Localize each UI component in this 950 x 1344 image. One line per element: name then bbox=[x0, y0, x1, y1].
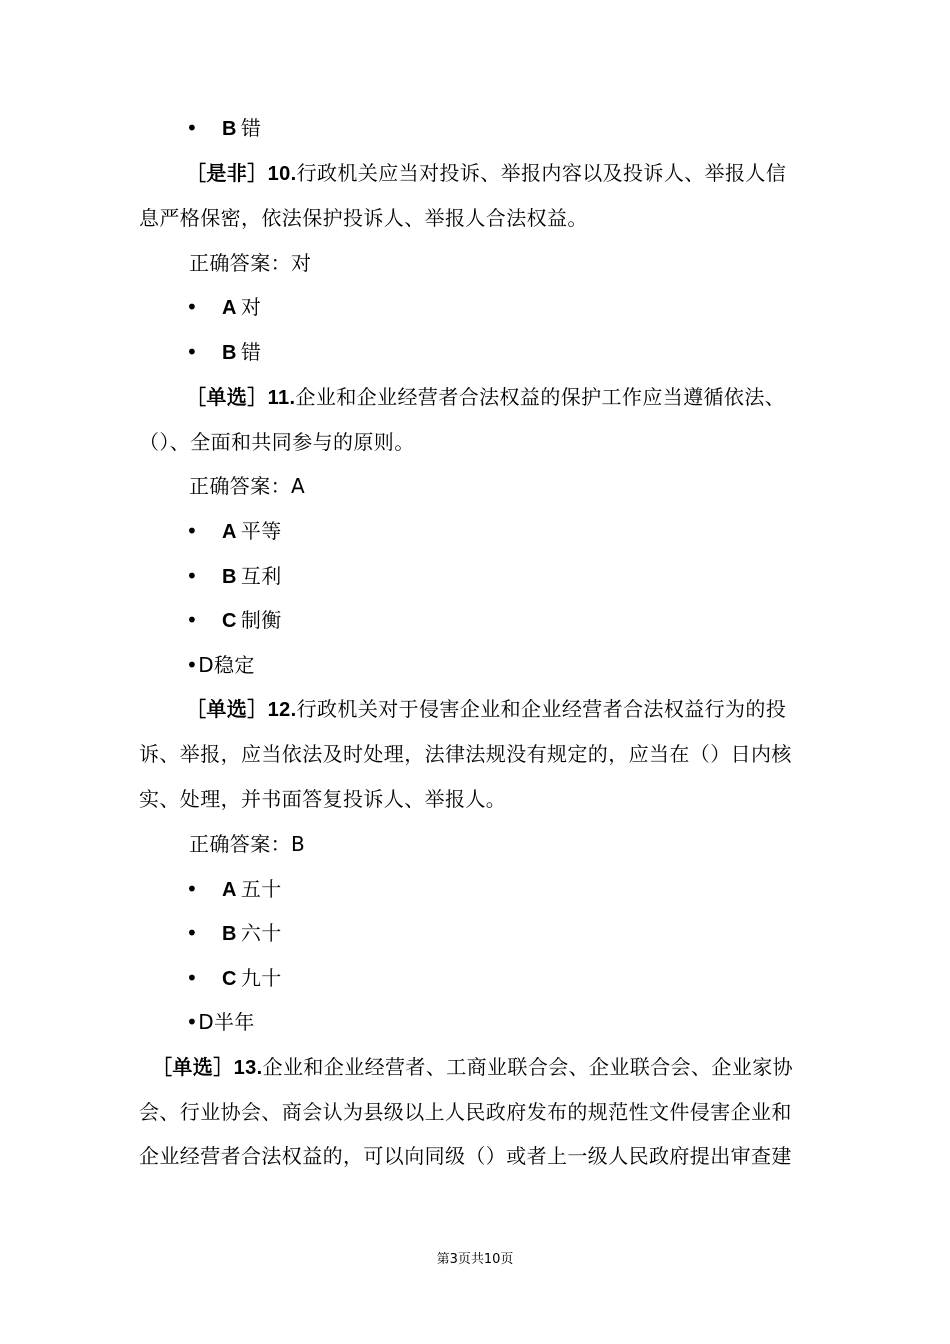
question-number: 12. bbox=[267, 699, 297, 721]
question-text: 行政机关对于侵害企业和企业经营者合法权益行为的投 bbox=[296, 697, 787, 721]
question-type-label: ［单选］ bbox=[152, 1055, 234, 1079]
question-type-label: ［单选］ bbox=[186, 697, 268, 721]
bullet-icon: • bbox=[186, 608, 199, 632]
q12-question-line2: 诉、举报，应当依法及时处理，法律法规没有规定的，应当在（）日内核 bbox=[139, 742, 792, 766]
question-text: 企业和企业经营者合法权益的保护工作应当遵循依法、 bbox=[295, 385, 786, 409]
question-number: 13. bbox=[233, 1057, 263, 1079]
option-letter: C bbox=[222, 968, 237, 990]
q13-question-line3: 企业经营者合法权益的，可以向同级（）或者上一级人民政府提出审查建 bbox=[139, 1144, 792, 1168]
option-letter: C bbox=[222, 610, 237, 632]
q12-option-d: •D半年 bbox=[186, 1010, 255, 1034]
bullet-icon: • bbox=[186, 295, 199, 319]
question-number: 10. bbox=[267, 163, 297, 185]
bullet-icon: • bbox=[186, 116, 199, 140]
q11-option-d: •D稳定 bbox=[186, 653, 255, 677]
option-text: 错 bbox=[240, 116, 262, 140]
q11-question-line1 bbox=[186, 384, 785, 411]
option-letter: B bbox=[222, 118, 237, 140]
question-text: 行政机关应当对投诉、举报内容以及投诉人、举报人信 bbox=[296, 161, 787, 185]
q12-question-line1 bbox=[186, 696, 786, 723]
option-letter: B bbox=[222, 566, 237, 588]
bullet-icon: • bbox=[186, 921, 199, 945]
option-text: 制衡 bbox=[240, 608, 282, 632]
option-letter: B bbox=[222, 923, 237, 945]
option-text: 五十 bbox=[240, 877, 282, 901]
option-text: 六十 bbox=[240, 921, 282, 945]
q10-question-line2: 息严格保密，依法保护投诉人、举报人合法权益。 bbox=[139, 206, 588, 230]
option-text: 错 bbox=[240, 340, 262, 364]
option-text: 对 bbox=[240, 295, 262, 319]
bullet-icon: • bbox=[186, 519, 199, 543]
option-letter: A bbox=[222, 297, 237, 319]
option-text: 互利 bbox=[240, 564, 282, 588]
bullet-icon: • bbox=[186, 877, 199, 901]
bullet-icon: • bbox=[186, 966, 199, 990]
q13-question-line1 bbox=[152, 1054, 793, 1081]
option-letter: B bbox=[222, 342, 237, 364]
page-footer: 第3页共10页 bbox=[436, 1252, 514, 1267]
q11-question-line2: （）、全面和共同参与的原则。 bbox=[139, 430, 415, 454]
q13-question-line2: 会、行业协会、商会认为县级以上人民政府发布的规范性文件侵害企业和 bbox=[139, 1100, 792, 1124]
q10-question-line1 bbox=[186, 160, 786, 187]
question-type-label: ［单选］ bbox=[186, 385, 268, 409]
bullet-icon: • bbox=[186, 340, 199, 364]
option-letter: A bbox=[222, 521, 237, 543]
q12-question-line3: 实、处理，并书面答复投诉人、举报人。 bbox=[139, 787, 507, 811]
option-text: 平等 bbox=[240, 519, 282, 543]
question-text: 企业和企业经营者、工商业联合会、企业联合会、企业家协 bbox=[262, 1055, 794, 1079]
option-letter: A bbox=[222, 879, 237, 901]
option-text: 九十 bbox=[240, 966, 282, 990]
question-type-label: ［是非］ bbox=[186, 161, 268, 185]
q11-answer: 正确答案：A bbox=[189, 474, 306, 498]
q12-answer: 正确答案：B bbox=[189, 832, 306, 856]
question-number: 11. bbox=[267, 387, 296, 409]
q10-answer: 正确答案：对 bbox=[189, 251, 312, 275]
bullet-icon: • bbox=[186, 564, 199, 588]
